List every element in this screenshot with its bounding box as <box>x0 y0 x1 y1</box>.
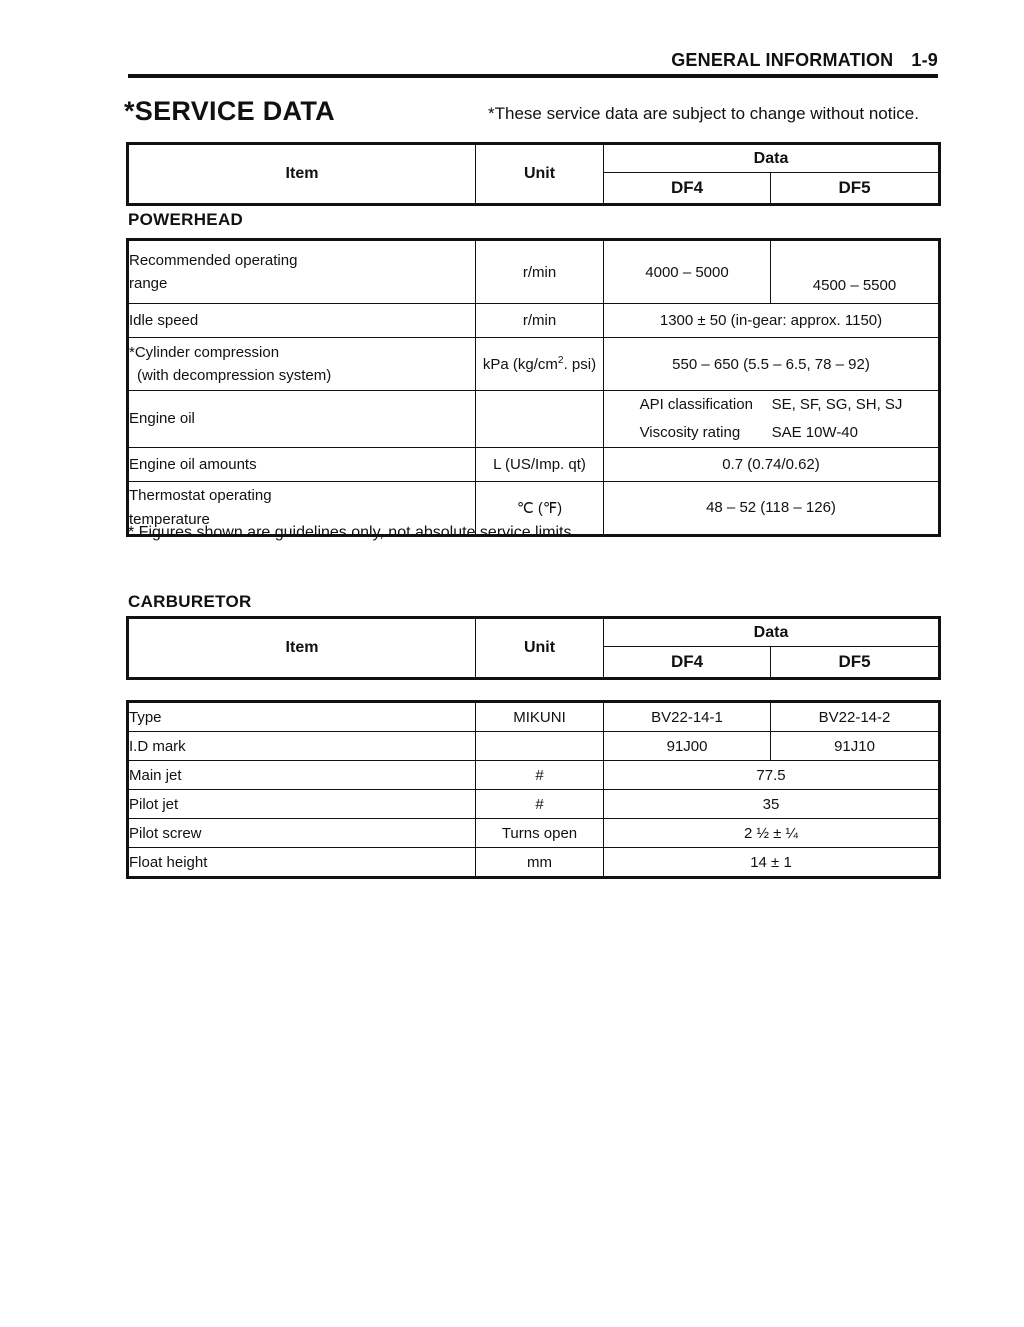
item-line-1: Thermostat operating <box>129 487 272 505</box>
carburetor-table <box>128 702 939 877</box>
row-unit-engine-oil <box>476 391 604 448</box>
col-header-df4: DF4 <box>604 173 771 204</box>
col-header-unit: Unit <box>476 145 604 204</box>
row-item-engine-oil-amounts: Engine oil amounts <box>129 447 476 481</box>
col-header-unit: Unit <box>476 619 604 678</box>
oil-value-viscosity: SAE 10W-40 <box>771 423 858 441</box>
row-unit-thermostat-temperature: ℃ (℉) <box>476 481 604 534</box>
row-item-pilot-screw: Pilot screw <box>129 819 476 848</box>
row-unit-id-mark <box>476 732 604 761</box>
col-header-item: Item <box>129 619 476 678</box>
col-header-item: Item <box>129 145 476 204</box>
engine-oil-spec-block <box>640 391 903 447</box>
col-header-data: Data <box>604 145 939 173</box>
unit-text: kPa (kg/cm <box>482 355 558 373</box>
row-unit-idle-speed: r/min <box>476 304 604 338</box>
table-row <box>129 447 939 481</box>
powerhead-table <box>128 240 939 535</box>
table-row <box>129 338 939 391</box>
unit-superscript: 2 <box>557 354 564 366</box>
row-unit-pilot-jet: # <box>476 790 604 819</box>
table-row <box>129 848 939 877</box>
row-item-recommended-operating-range <box>129 241 476 304</box>
col-header-df5: DF5 <box>771 173 939 204</box>
item-line-2: range <box>129 275 168 292</box>
row-value-df4-type: BV22-14-1 <box>604 703 771 732</box>
row-value-df4-recommended-operating-range: 4000 – 5000 <box>604 241 771 304</box>
row-item-idle-speed: Idle speed <box>129 304 476 338</box>
row-item-pilot-jet: Pilot jet <box>129 790 476 819</box>
row-unit-float-height: mm <box>476 848 604 877</box>
row-value-pilot-jet: 35 <box>604 790 939 819</box>
col-header-data: Data <box>604 619 939 647</box>
item-line-2: (with decompression system) <box>137 367 332 384</box>
row-value-cylinder-compression: 550 – 650 (5.5 – 6.5, 78 – 92) <box>604 338 939 391</box>
row-unit-recommended-operating-range: r/min <box>476 241 604 304</box>
section-label-carburetor: CARBURETOR <box>128 592 252 611</box>
row-unit-main-jet: # <box>476 761 604 790</box>
running-header <box>128 50 938 71</box>
row-item-engine-oil: Engine oil <box>129 391 476 448</box>
row-item-cylinder-compression <box>129 338 476 391</box>
section-label-powerhead: POWERHEAD <box>128 210 244 229</box>
row-value-float-height: 14 ± 1 <box>604 848 939 877</box>
row-value-df4-id-mark: 91J00 <box>604 732 771 761</box>
row-value-thermostat-temperature: 48 – 52 (118 – 126) <box>604 481 939 534</box>
header-rule <box>128 74 938 78</box>
row-item-float-height: Float height <box>129 848 476 877</box>
item-line-2: temperature <box>129 510 210 528</box>
item-line-1: *Cylinder compression <box>129 343 280 361</box>
table-row <box>129 391 939 448</box>
row-unit-engine-oil-amounts: L (US/Imp. qt) <box>476 447 604 481</box>
title-note: *These service data are subject to change without notice. <box>488 104 919 123</box>
carburetor-column-header-table <box>128 618 939 678</box>
running-header-section: GENERAL INFORMATION <box>671 50 894 70</box>
row-value-df5-id-mark: 91J10 <box>771 732 939 761</box>
unit-text-suffix: . psi) <box>563 355 597 373</box>
col-header-df5: DF5 <box>771 647 939 678</box>
row-item-id-mark: I.D mark <box>129 732 476 761</box>
page-title: *SERVICE DATA <box>124 96 335 126</box>
table-row <box>129 819 939 848</box>
table-row <box>129 761 939 790</box>
powerhead-footnote: * Figures shown are guidelines only, not absolute service limits. <box>128 524 576 541</box>
powerhead-column-header-table <box>128 144 939 204</box>
row-item-main-jet: Main jet <box>129 761 476 790</box>
oil-key-viscosity: Viscosity rating <box>639 423 741 441</box>
row-value-df5-type: BV22-14-2 <box>771 703 939 732</box>
table-row <box>129 619 939 647</box>
row-item-type: Type <box>129 703 476 732</box>
row-unit-cylinder-compression <box>476 338 604 391</box>
table-row <box>129 790 939 819</box>
col-header-df4: DF4 <box>604 647 771 678</box>
row-value-df5-recommended-operating-range: 4500 – 5500 <box>771 241 939 304</box>
row-value-idle-speed: 1300 ± 50 (in-gear: approx. 1150) <box>604 304 939 338</box>
table-row <box>129 304 939 338</box>
row-unit-pilot-screw: Turns open <box>476 819 604 848</box>
row-value-pilot-screw: 2 ½ ± ¼ <box>604 819 939 848</box>
row-value-engine-oil-amounts: 0.7 (0.74/0.62) <box>604 447 939 481</box>
table-row <box>129 241 939 304</box>
table-row <box>129 703 939 732</box>
table-row <box>129 732 939 761</box>
oil-value-api: SE, SF, SG, SH, SJ <box>771 396 903 413</box>
item-line-1: Recommended operating <box>129 251 298 269</box>
page-number: 1-9 <box>911 50 938 70</box>
row-value-engine-oil <box>604 391 939 448</box>
row-unit-type: MIKUNI <box>476 703 604 732</box>
row-value-main-jet: 77.5 <box>604 761 939 790</box>
oil-key-api: API classification <box>639 396 753 413</box>
table-row <box>129 145 939 173</box>
